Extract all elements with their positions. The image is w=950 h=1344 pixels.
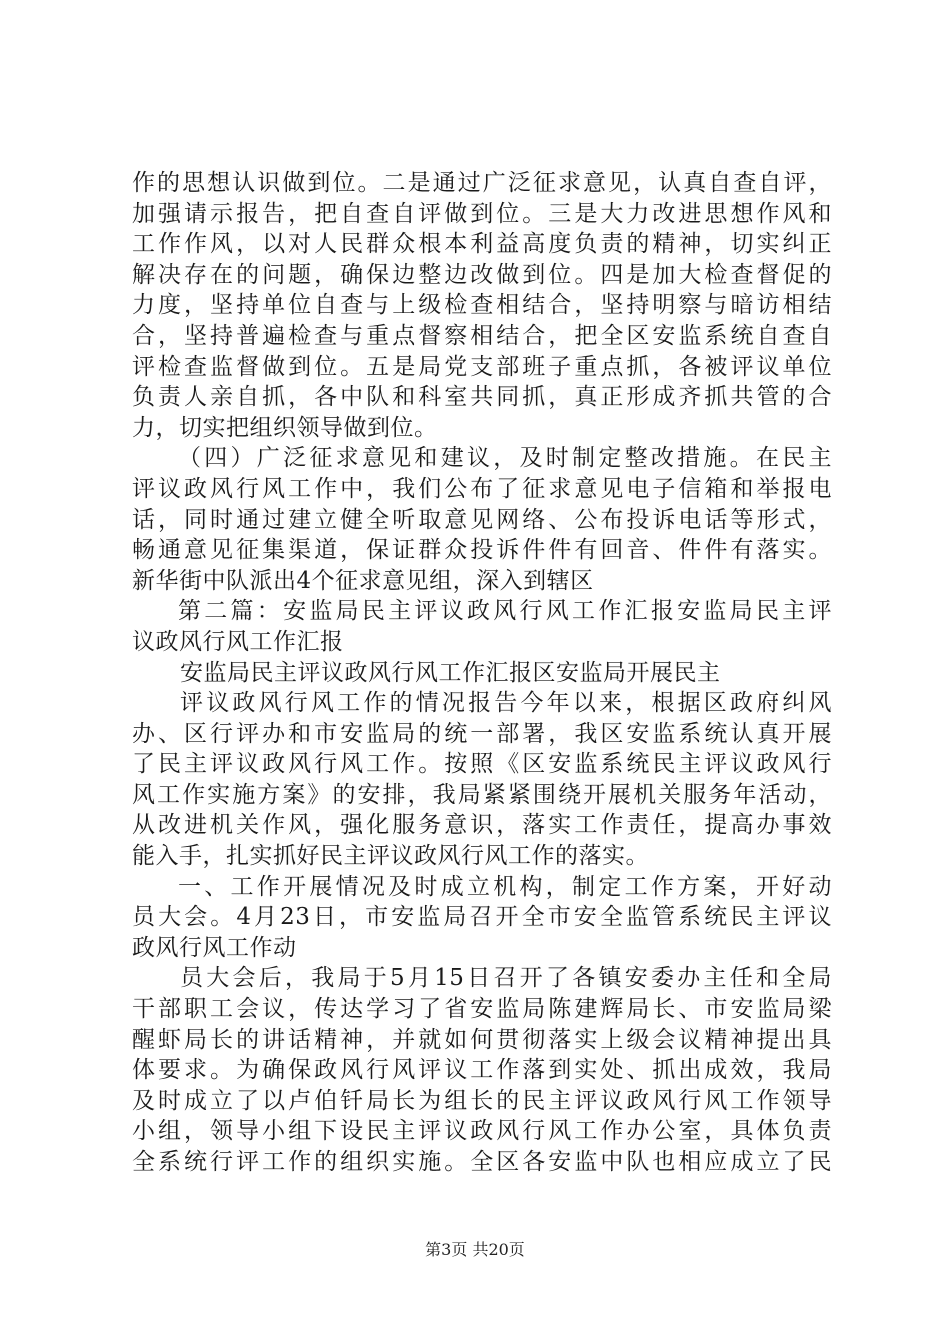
text-line: 评议政风行风工作的情况报告今年以来，根据区政府纠风	[180, 690, 832, 717]
paragraph-4	[132, 688, 832, 872]
text-line: 能入手，扎实抓好民主评议政风行风工作的落实。	[132, 843, 649, 870]
text-line: 从改进机关作风，强化服务意识，落实工作责任，提高办事效	[132, 812, 832, 839]
text-line: 员大会。4月23日，市安监局召开全市安全监管系统民主评议	[132, 904, 832, 931]
page-number: 第3页 共20页	[425, 1240, 525, 1259]
text-line: 评议政风行风工作中，我们公布了征求意见电子信箱和举报电	[132, 475, 832, 502]
text-line: 小组，领导小组下设民主评议政风行风工作办公室，具体负责	[132, 1118, 832, 1145]
page-footer	[0, 1240, 950, 1260]
text-line: 干部职工会议，传达学习了省安监局陈建辉局长、市安监局梁	[132, 996, 832, 1023]
text-line: 醒虾局长的讲话精神，并就如何贯彻落实上级会议精神提出具	[132, 1026, 832, 1053]
text-line: 政风行风工作动	[132, 934, 297, 961]
text-line: 作的思想认识做到位。二是通过广泛征求意见，认真自查自评，	[132, 170, 832, 196]
text-line: 新华街中队派出4个征求意见组，深入到辖区	[132, 567, 594, 594]
section-heading	[132, 596, 832, 657]
paragraph-6	[132, 963, 832, 1177]
text-line: 风工作实施方案》的安排，我局紧紧围绕开展机关服务年活动，	[132, 781, 832, 808]
text-line: 办、区行评办和市安监局的统一部署，我区安监系统认真开展	[132, 720, 832, 747]
text-line: （四）广泛征求意见和建议，及时制定整改措施。在民主	[178, 445, 832, 472]
text-line: 第二篇：安监局民主评议政风行风工作汇报安监局民主评	[178, 598, 832, 625]
text-line: 加强请示报告，把自查自评做到位。三是大力改进思想作风和	[132, 200, 832, 227]
paragraph-2	[132, 443, 832, 596]
text-line: 一、工作开展情况及时成立机构，制定工作方案，开好动	[178, 873, 832, 900]
text-line: 了民主评议政风行风工作。按照《区安监系统民主评议政风行	[132, 751, 832, 778]
document-body	[132, 168, 832, 1178]
text-line: 力，切实把组织领导做到位。	[132, 414, 438, 441]
text-line: 畅通意见征集渠道，保证群众投诉件件有回音、件件有落实。	[132, 537, 832, 564]
text-line: 及时成立了以卢伯钎局长为组长的民主评议政风行风工作领导	[132, 1087, 832, 1114]
text-line: 负责人亲自抓，各中队和科室共同抓，真正形成齐抓共管的合	[132, 384, 832, 411]
text-line: 评检查监督做到位。五是局党支部班子重点抓，各被评议单位	[132, 353, 832, 380]
text-line: 全系统行评工作的组织实施。全区各安监中队也相应成立了民	[132, 1149, 832, 1175]
paragraph-3	[132, 658, 832, 689]
text-line: 工作作风，以对人民群众根本利益高度负责的精神，切实纠正	[132, 231, 832, 258]
text-line: 安监局民主评议政风行风工作汇报区安监局开展民主	[180, 659, 721, 686]
text-line: 议政风行风工作汇报	[132, 628, 344, 655]
paragraph-5	[132, 872, 832, 964]
text-line: 员大会后，我局于5月15日召开了各镇安委办主任和全局	[180, 965, 832, 992]
text-line: 体要求。为确保政风行风评议工作落到实处、抓出成效，我局	[132, 1057, 832, 1084]
text-line: 话，同时通过建立健全听取意见网络、公布投诉电话等形式，	[132, 506, 832, 533]
text-line: 合，坚持普遍检查与重点督察相结合，把全区安监系统自查自	[132, 322, 832, 349]
text-line: 力度，坚持单位自查与上级检查相结合，坚持明察与暗访相结	[132, 292, 832, 319]
text-line: 解决存在的问题，确保边整边改做到位。四是加大检查督促的	[132, 261, 832, 288]
paragraph-1	[132, 168, 832, 443]
